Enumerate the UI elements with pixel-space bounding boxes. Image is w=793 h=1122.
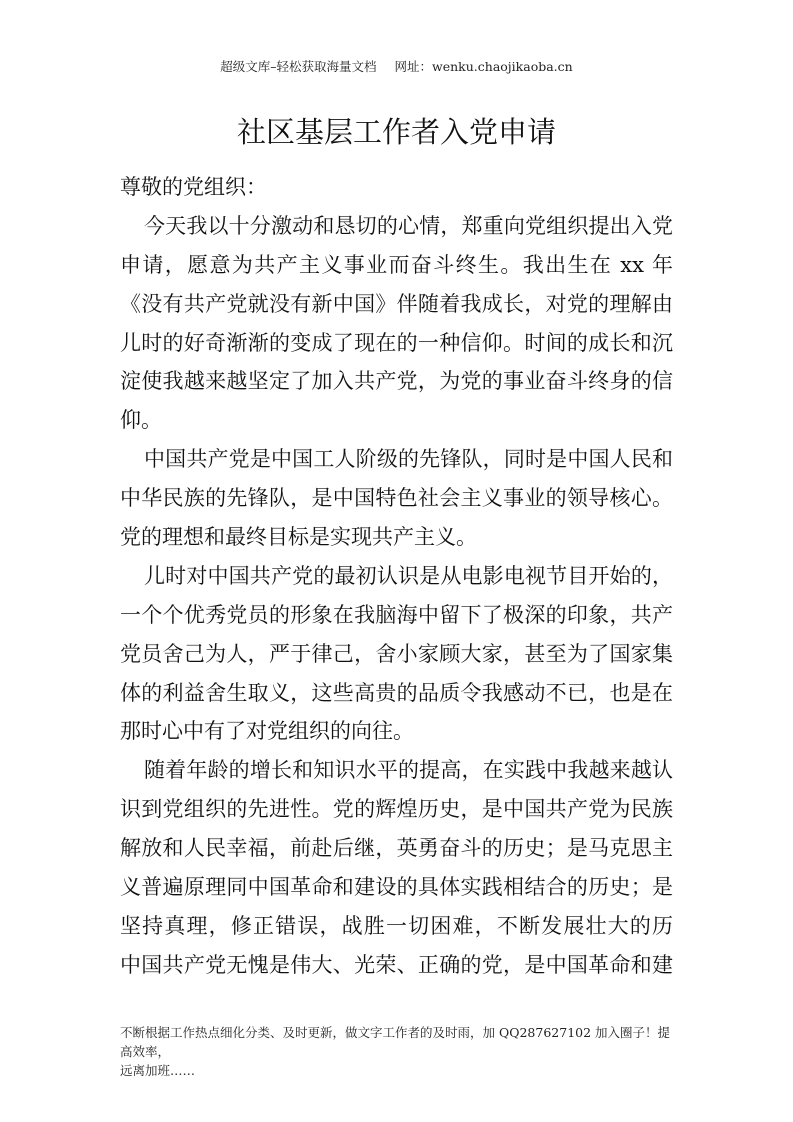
body-text-line: 淀使我越来越坚定了加入共产党，为党的事业奋斗终身的信 [120,369,673,394]
page-header [0,57,793,75]
body-text-line: 仰。 [120,408,162,433]
body-text-line: 《没有共产党就没有新中国》伴随着我成长，对党的理解由 [120,291,673,316]
body-text-line: 中国共产党是中国工人阶级的先锋队，同时是中国人民和 [144,447,673,472]
page-footer [120,1023,680,1080]
body-text-line: 义普遍原理同中国革命和建设的具体实践相结合的历史；是 [120,875,673,900]
document-title: 社区基层工作者入党申请 [236,115,556,149]
footer-line-1: 不断根据工作热点细化分类、及时更新，做文字工作者的及时雨，加 QQ287627102 加入圈子！提高效率， [120,1025,671,1059]
body-text-line: 儿时对中国共产党的最初认识是从电影电视节目开始的， [144,563,673,588]
body-text-line: 党的理想和最终目标是实现共产主义。 [120,525,477,550]
body-text-line: 今天我以十分激动和恳切的心情，郑重向党组织提出入党 [144,213,673,238]
document-body [120,168,673,985]
body-text-line: 解放和人民幸福，前赴后继，英勇奋斗的历史；是马克思主 [120,836,673,861]
body-text-line: 中华民族的先锋队，是中国特色社会主义事业的领导核心。 [120,486,673,511]
body-text-line: 体的利益舍生取义，这些高贵的品质令我感动不已，也是在 [120,680,673,705]
body-text-line: 党员舍己为人，严于律己，舍小家顾大家，甚至为了国家集 [120,641,673,666]
body-text-line: 随着年龄的增长和知识水平的提高，在实践中我越来越认 [144,758,673,783]
body-text-line: 尊敬的党组织： [120,175,267,199]
body-text-line: 儿时的好奇渐渐的变成了现在的一种信仰。时间的成长和沉 [120,330,673,355]
body-text-line: 中国共产党无愧是伟大、光荣、正确的党，是中国革命和建 [120,952,673,977]
header-url: 网址：wenku.chaojikaoba.cn [394,59,573,74]
body-text-line: 那时心中有了对党组织的向往。 [120,719,414,744]
body-text-line: 坚持真理，修正错误，战胜一切困难，不断发展壮大的历 [120,913,673,938]
body-text-line: 申请，愿意为共产主义事业而奋斗终生。我出生在 xx 年 [120,252,673,277]
body-text-line: 识到党组织的先进性。党的辉煌历史，是中国共产党为民族 [120,797,673,822]
header-site-name: 超级文库–轻松获取海量文档 [220,59,377,74]
body-text-line: 一个个优秀党员的形象在我脑海中留下了极深的印象，共产 [120,602,673,627]
footer-line-2: 远离加班…… [120,1063,196,1078]
